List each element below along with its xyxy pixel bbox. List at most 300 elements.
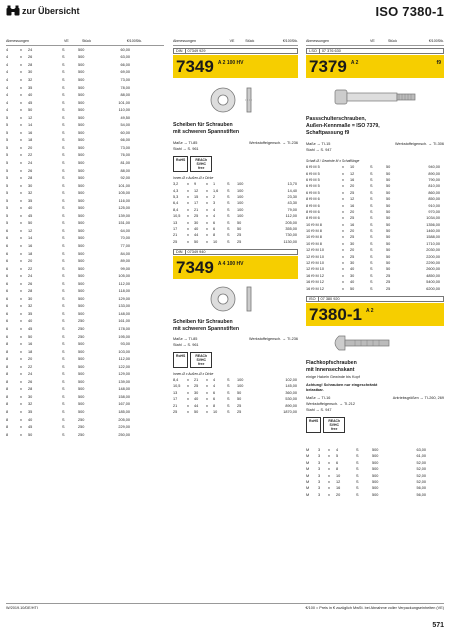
table-cell: 17 (173, 397, 178, 402)
table-cell: x (342, 248, 344, 253)
table-cell: S (227, 214, 230, 219)
table-cell: 32 (28, 304, 33, 309)
table-cell: x (20, 191, 22, 196)
table-cell: 1034,00 (426, 216, 440, 221)
header-ve: VE (229, 38, 235, 43)
dimensions-link[interactable]: Maße → TI-16 (306, 395, 331, 400)
table-row (6, 114, 164, 122)
table-cell: 100 (237, 207, 244, 212)
table-cell: 790,00 (428, 177, 440, 182)
table-cell: 500 (78, 85, 85, 90)
table-cell: S (227, 194, 230, 199)
table-cell: 112,00 (118, 281, 130, 286)
table-cell: 10 f9 M 8 (306, 241, 322, 246)
table-cell: x (342, 273, 344, 278)
table-cell: S (62, 319, 65, 324)
table-cell: 6 (336, 460, 339, 465)
table-cell: S (370, 248, 373, 253)
tolerance-label: f9 (436, 60, 441, 66)
header-price: €/100Stk. (282, 38, 298, 43)
table-cell: S (227, 397, 230, 402)
table-cell: S (370, 267, 373, 272)
table-cell: S (62, 281, 65, 286)
dimensions-link[interactable]: Maße → TI-85 (173, 141, 198, 145)
properties-link[interactable]: Werkstoffeigensch. → TI-306 (395, 142, 444, 146)
steel-link[interactable]: Stahl → S. 961 (173, 147, 199, 151)
table-cell: 500 (78, 138, 85, 143)
table-row (6, 220, 164, 228)
table-cell: x (206, 214, 208, 219)
table-cell: 500 (78, 221, 85, 226)
table-cell: S (62, 176, 65, 181)
table-cell: 129,00 (118, 372, 130, 377)
table-cell: 10,5 (173, 384, 181, 389)
table-cell: 890,00 (428, 171, 440, 176)
table-cell: x (187, 182, 189, 187)
table-cell: 3 (318, 460, 321, 465)
table-cell: x (20, 357, 22, 362)
table-cell: 5 (6, 168, 9, 173)
properties-link[interactable]: Werkstoffeigensch. → TI-212 (306, 401, 355, 406)
table-cell: S (227, 410, 230, 415)
table-cell: 52,00 (416, 473, 426, 478)
table-cell: 4 (6, 47, 9, 52)
table-cell: 500 (78, 160, 85, 165)
table-cell: 13,70 (287, 182, 297, 187)
table-cell: x (206, 188, 208, 193)
table-cell: 6 (213, 390, 216, 395)
table-cell: S (62, 289, 65, 294)
table-cell: 50 (386, 197, 391, 202)
table-cell: 3 (318, 454, 321, 459)
table-cell: 52,00 (416, 460, 426, 465)
table-cell: x (187, 403, 189, 408)
table-cell: 3 (318, 486, 321, 491)
table-cell: x (20, 394, 22, 399)
table-cell: x (328, 479, 330, 484)
table-row (6, 182, 164, 190)
table-cell: 12 f9 M 10 (306, 267, 324, 272)
table-cell: 500 (372, 492, 379, 497)
table-cell: 6,4 (173, 201, 179, 206)
table-cell: S (62, 236, 65, 241)
table-row (6, 265, 164, 273)
button-head-screw-image (306, 326, 444, 360)
table-cell: x (206, 403, 208, 408)
table-cell: 100 (237, 384, 244, 389)
table-row (6, 378, 164, 386)
table-cell: 6 f9 M 5 (306, 177, 320, 182)
table-cell: 10 f9 M 8 (306, 229, 322, 234)
table-cell: x (206, 239, 208, 244)
table-cell: x (20, 153, 22, 158)
table-cell: 77,00 (120, 243, 130, 248)
table-cell: x (187, 410, 189, 415)
table-cell: x (342, 280, 344, 285)
table-cell: x (342, 241, 344, 246)
table-cell: 25 (237, 239, 242, 244)
table-cell: 103,00 (118, 349, 130, 354)
product-subtitle: einige Hakeln Gewinde bis Kopf (306, 374, 360, 379)
steel-link[interactable]: Stahl → S. 947 (306, 407, 332, 412)
table-cell: 16 (350, 203, 355, 208)
table-cell: 500 (372, 473, 379, 478)
table-row (6, 159, 164, 167)
table-cell: S (62, 55, 65, 60)
table-cell: 500 (78, 379, 85, 384)
dimensions-link[interactable]: Maße → TI-85 (173, 336, 198, 341)
table-cell: 122,00 (118, 364, 130, 369)
table-cell: M (306, 448, 310, 452)
table-cell: x (187, 214, 189, 219)
table-cell: S (370, 261, 373, 266)
table-cell: x (20, 334, 22, 339)
dimension-note: Schaft-Ø / Gewinde M x Schaftlänge (306, 159, 360, 163)
table-cell: 500 (78, 145, 85, 150)
table-cell: 129,00 (118, 296, 130, 301)
table-cell: 43,30 (287, 201, 297, 206)
table-cell: 860,00 (428, 190, 440, 195)
table-cell: x (20, 372, 22, 377)
table-cell: S (227, 239, 230, 244)
table-cell: x (20, 410, 22, 415)
table-cell: 88,00 (120, 93, 130, 98)
table-cell: S (370, 286, 373, 291)
table-cell: S (62, 296, 65, 301)
table-cell: S (62, 123, 65, 128)
table-cell: x (20, 221, 22, 226)
table-cell: 20 (28, 259, 33, 264)
table-cell: 116,00 (118, 198, 130, 203)
table-cell: S (370, 273, 373, 278)
table-cell: 3 (318, 473, 321, 478)
table-cell: 25 (194, 384, 199, 389)
article-number: 07 376 630 (321, 49, 341, 53)
table-cell: x (20, 236, 22, 241)
table-cell: 30 (194, 390, 199, 395)
table-row (6, 54, 164, 62)
table-cell: x (20, 243, 22, 248)
table-cell: 81,00 (120, 160, 130, 165)
table-cell: x (20, 402, 22, 407)
table-cell: S (62, 410, 65, 415)
table-cell: 30 (28, 183, 33, 188)
table-cell: S (62, 334, 65, 339)
table-cell: 40 (28, 206, 33, 211)
table-cell: 100 (237, 214, 244, 219)
table-cell: x (187, 194, 189, 199)
table-cell: 8,4 (173, 207, 179, 212)
table-cell: 4 (213, 214, 216, 219)
properties-link[interactable]: Werkstoffeigensch. → TI-236 (249, 141, 298, 145)
table-cell: 28 (28, 289, 33, 294)
table-cell: 6 (6, 319, 9, 324)
drive-size-link[interactable]: Antriebsgrößen → TI-260, 269 (392, 395, 444, 400)
table-cell: 25 (350, 216, 355, 221)
table-cell: x (20, 62, 22, 67)
table-cell: 6 (6, 228, 9, 233)
table-cell: x (206, 384, 208, 389)
table-cell: x (206, 397, 208, 402)
table-cell: 250 (78, 425, 85, 430)
table-cell: 4 (6, 93, 9, 98)
price-footnote: €/100 = Preis in € zuzüglich MwSt. bei Abnahme voller Verpackungseinheiten (VE) (305, 606, 444, 610)
back-label[interactable]: zur Übersicht (22, 5, 80, 16)
table-cell: 32 (28, 402, 33, 407)
table-cell: 21 (173, 403, 178, 408)
table-cell: 25 (386, 286, 391, 291)
table-cell: 35 (28, 311, 33, 316)
table-cell: 500 (78, 236, 85, 241)
table-cell: 500 (78, 296, 85, 301)
table-cell: 50 (386, 241, 391, 246)
table-cell: 10 (350, 165, 355, 170)
table-cell: 6 f9 M 5 (306, 165, 320, 170)
table-cell: 50 (194, 410, 199, 415)
table-cell: 500 (78, 402, 85, 407)
table-cell: M (306, 473, 310, 478)
compliance-badges (173, 156, 298, 172)
table-cell: 4 (6, 62, 9, 67)
table-row (6, 235, 164, 243)
table-cell: 500 (78, 191, 85, 196)
table-cell: 50 (194, 239, 199, 244)
table-cell: 45 (28, 327, 33, 331)
table-cell: 16 (28, 243, 33, 248)
table-cell: 20 (350, 184, 355, 189)
table-cell: 500 (78, 311, 85, 316)
table-cell: x (187, 226, 189, 231)
table-cell: 810,00 (428, 184, 440, 189)
table-cell: 500 (78, 364, 85, 369)
table-cell: 50 (386, 267, 391, 272)
product-code: 7349 (176, 257, 214, 277)
table-cell: x (20, 387, 22, 392)
table-cell: 12 (350, 197, 355, 202)
table-cell: x (20, 364, 22, 369)
table-cell: x (20, 85, 22, 90)
table-cell: x (20, 228, 22, 233)
steel-link[interactable]: Stahl → S. 961 (173, 342, 199, 347)
table-cell: 2200,00 (426, 254, 440, 259)
table-cell: x (20, 251, 22, 256)
table-cell: 30 (350, 261, 355, 266)
table-cell: 17 (173, 226, 178, 231)
table-row (6, 423, 164, 431)
table-cell: 50 (28, 334, 33, 339)
table-cell: 21 (194, 378, 199, 383)
table-cell: S (62, 394, 65, 399)
table-cell: 14 (28, 236, 33, 241)
table-cell: S (227, 403, 230, 408)
table-cell: 4 (213, 378, 216, 383)
table-cell: 890,00 (285, 403, 297, 408)
compliance-badges (306, 417, 444, 433)
table-cell: 21 (194, 207, 199, 212)
table-cell: 8 (6, 425, 9, 430)
table-cell: 500 (372, 479, 379, 484)
table-cell: x (20, 213, 22, 218)
table-row (6, 137, 164, 145)
back-to-overview-link[interactable] (6, 5, 80, 16)
table-cell: 2030,00 (426, 248, 440, 253)
table-cell: 5 (6, 221, 9, 226)
table-cell: x (187, 378, 189, 383)
table-cell: 500 (78, 372, 85, 377)
table-row (6, 121, 164, 129)
table-cell: x (20, 274, 22, 279)
table-cell: 1710,00 (426, 241, 440, 246)
table-cell: 50 (237, 226, 242, 231)
product-code: 7349 (176, 57, 214, 76)
table-cell: S (62, 311, 65, 316)
table-cell: 76,00 (120, 153, 130, 158)
table-cell: 6 (6, 243, 9, 248)
table-cell: 18 (28, 138, 33, 143)
table-cell: 40 (350, 280, 355, 285)
header-dimensions: Abmessungen (306, 38, 329, 43)
table-cell: 8 (6, 432, 9, 437)
table-cell: 10 f9 M 8 (306, 235, 322, 240)
table-cell: 40 (28, 319, 33, 324)
table-cell: 12 f9 M 10 (306, 261, 324, 266)
table-cell: x (20, 327, 22, 331)
table-cell: 8 (6, 394, 9, 399)
table-cell: 52,00 (416, 467, 426, 472)
table-cell: 500 (372, 486, 379, 491)
dimensions-link[interactable]: Maße → TI-15 (306, 142, 331, 146)
table-cell: 500 (78, 259, 85, 264)
table-cell: 30 (28, 70, 33, 75)
compliance-badges (173, 352, 298, 368)
table-cell: x (20, 425, 22, 430)
table-cell: S (356, 460, 359, 465)
table-cell: 6 (6, 327, 9, 331)
table-row (6, 371, 164, 379)
table-cell: 30 (194, 220, 199, 225)
table-row (6, 401, 164, 409)
table-cell: 8 (6, 410, 9, 415)
table-cell: 970,00 (428, 209, 440, 214)
column-header (6, 37, 164, 46)
table-cell: x (328, 460, 330, 465)
price-table (6, 46, 164, 438)
table-cell: 360,00 (285, 390, 297, 395)
table-cell: 500 (372, 467, 379, 472)
table-cell: S (62, 77, 65, 82)
table-cell: 500 (78, 198, 85, 203)
table-row (6, 250, 164, 258)
table-cell: 50 (386, 165, 391, 170)
table-cell: 30 (350, 273, 355, 278)
table-cell: 4 (6, 77, 9, 82)
table-row (6, 386, 164, 394)
table-cell: x (328, 448, 330, 452)
table-cell: x (206, 207, 208, 212)
table-cell: 16 f9 M 12 (306, 280, 324, 285)
table-cell: 45 (28, 213, 33, 218)
table-cell: x (20, 130, 22, 135)
table-cell: 93,00 (120, 342, 130, 347)
table-cell: 25 (194, 214, 199, 219)
properties-link[interactable]: Werkstoffeigensch. → TI-236 (249, 336, 298, 341)
table-cell: 61,00 (416, 454, 426, 459)
table-cell: 6 (6, 251, 9, 256)
column-1 (6, 37, 164, 438)
table-row (173, 409, 298, 415)
article-number: 07 380 920 (320, 296, 340, 301)
table-row (6, 99, 164, 107)
table-cell: x (20, 379, 22, 384)
table-cell: 500 (78, 77, 85, 82)
washer-drawing (201, 83, 271, 117)
table-cell: 500 (78, 70, 85, 75)
table-cell: 250 (78, 334, 85, 339)
table-cell: 250,00 (118, 432, 130, 437)
table-cell: 50 (386, 222, 391, 227)
button-head-screw-drawing (315, 332, 435, 354)
table-cell: 1356,00 (426, 222, 440, 227)
table-cell: x (187, 201, 189, 206)
table-cell: x (206, 194, 208, 199)
table-cell: x (20, 319, 22, 324)
table-cell: 70,00 (120, 236, 130, 241)
table-cell: 10 f9 M 8 (306, 222, 322, 227)
table-cell: 5 (6, 130, 9, 135)
table-cell: x (20, 115, 22, 120)
table-cell: S (370, 165, 373, 170)
table-cell: 50 (386, 171, 391, 176)
table-cell: 89,00 (120, 259, 130, 264)
table-cell: x (20, 311, 22, 316)
table-cell: 100 (237, 194, 244, 199)
table-cell: 730,00 (285, 233, 297, 238)
table-cell: 12 (28, 228, 33, 233)
table-cell: S (370, 216, 373, 221)
table-cell: 25 (173, 410, 178, 415)
table-cell: S (62, 153, 65, 158)
table-cell: S (62, 138, 65, 143)
table-cell: 10,5 (173, 214, 181, 219)
table-cell: 8,4 (173, 378, 179, 383)
table-cell: 16 (336, 486, 341, 491)
table-cell: 500 (78, 289, 85, 294)
table-row (6, 46, 164, 54)
price-table (173, 377, 298, 415)
steel-link[interactable]: Stahl → S. 947 (306, 148, 332, 152)
table-cell: 5 (6, 183, 9, 188)
table-cell: 23,30 (287, 194, 297, 199)
table-cell: 139,00 (118, 379, 130, 384)
table-cell: 158,00 (118, 394, 130, 399)
table-cell: x (20, 93, 22, 98)
table-cell: 500 (372, 460, 379, 465)
page-header (6, 4, 444, 24)
table-cell: 500 (78, 115, 85, 120)
table-cell: 50 (386, 216, 391, 221)
table-cell: S (62, 221, 65, 226)
table-cell: S (370, 241, 373, 246)
header-qty: Stück (388, 38, 397, 43)
table-cell: 4,3 (173, 188, 179, 193)
table-cell: 500 (78, 55, 85, 60)
table-cell: 28 (28, 62, 33, 67)
table-cell: 910,00 (428, 203, 440, 208)
table-cell: x (20, 70, 22, 75)
table-cell: 35 (28, 410, 33, 415)
table-cell: 16 (350, 177, 355, 182)
reach-badge: REACh SVHC free (190, 156, 212, 172)
